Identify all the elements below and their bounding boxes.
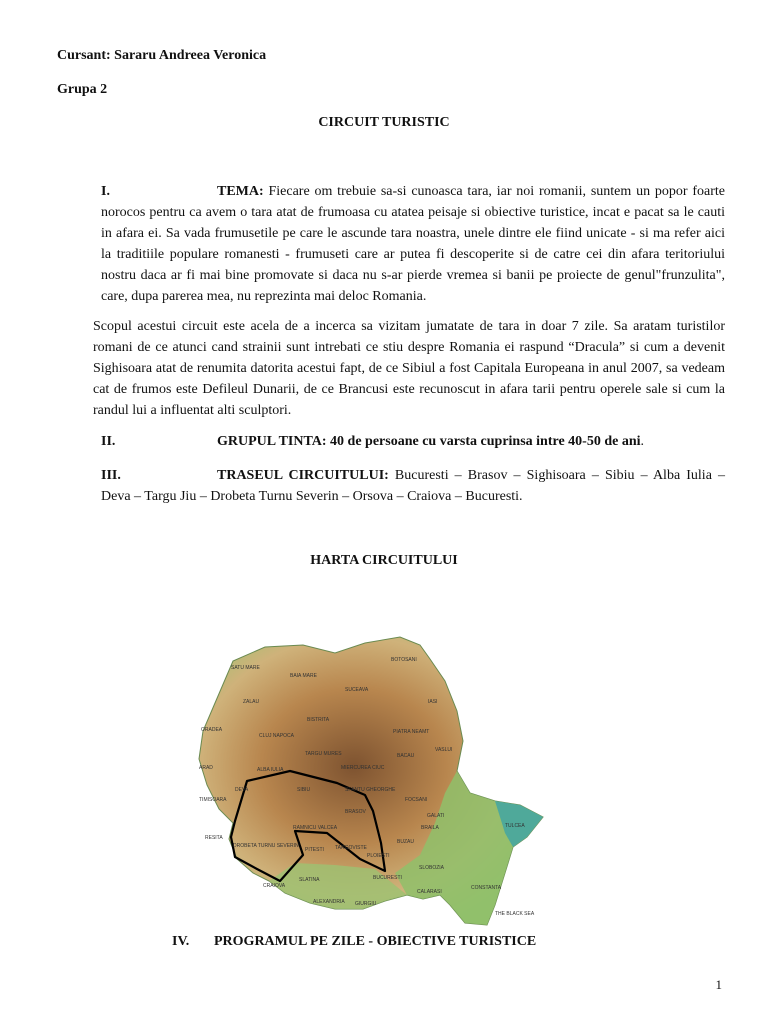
section-number: IV. [172, 934, 190, 949]
section-traseu [57, 465, 725, 507]
svg-text:SUCEAVA: SUCEAVA [345, 687, 369, 693]
map-title: HARTA CIRCUITULUI [310, 553, 458, 568]
paragraph-text: Scopul acestui circuit este acela de a incerca sa vizitam jumatate de tara in doar 7 zile. Sa aratam turistilor romani de ce atunci cand strainii sunt intrebati ce stiu despre Romania ei raspund “Dracula” si cum a devenit Sighisoara atat de renumita datorita acestui fapt, de ce Sibiul a fost Capitala Europeana in anul 2007, sa vedeam cat de frumos este Defileul Dunarii, de ce Brancusi este recunoscut in afara tarii pentru operele sale si cum la randul lui a influentat alti sculptori. [93, 319, 725, 418]
section-programul [57, 931, 725, 952]
paragraph-scop [57, 316, 725, 421]
section-label: GRUPUL TINTA: 40 de persoane cu varsta cuprinsa intre 40-50 de ani [217, 434, 641, 449]
svg-text:VASLUI: VASLUI [435, 747, 453, 753]
section-text: Fiecare om trebuie sa-si cunoasca tara, iar noi romanii, suntem un popor foarte norocos pentru ca avem o tara atat de frumoasa cu atatea peisaje si obiective turistice, incat e pacat sa le cauti in afara ei. Sa vada frumusetile pe care le ascunde tara noastra, unele dintre ele fiind unicate - si ma refer aici la traditiile populare romanesti - frumuseti care ar putea fi descoperite si de catre cei din afara teritoriului nostru daca ar fi mai bine promovate si daca nu s-ar pierde vremea si banii pe proiecte de genul"frunzulita", care, dupa parerea mea, nu reprezinta mai deloc Romania. [101, 184, 726, 304]
svg-text:CALARASI: CALARASI [417, 889, 442, 895]
svg-text:CONSTANTA: CONSTANTA [471, 885, 502, 891]
section-label: TEMA: [217, 184, 264, 199]
svg-text:BUZAU: BUZAU [397, 839, 414, 845]
group-label: Grupa 2 [57, 82, 108, 97]
svg-text:BUCURESTI: BUCURESTI [373, 875, 402, 881]
svg-text:CLUJ NAPOCA: CLUJ NAPOCA [259, 733, 295, 739]
svg-text:TIMISOARA: TIMISOARA [199, 797, 227, 803]
section-number: II. [101, 434, 116, 449]
svg-text:THE BLACK SEA: THE BLACK SEA [495, 911, 535, 917]
section-number: III. [101, 468, 121, 483]
svg-text:IASI: IASI [428, 699, 438, 705]
svg-text:CRAIOVA: CRAIOVA [263, 883, 286, 889]
section-label: PROGRAMUL PE ZILE - OBIECTIVE TURISTICE [214, 934, 537, 949]
svg-text:TARGOVISTE: TARGOVISTE [335, 845, 367, 851]
svg-text:DEVA: DEVA [235, 787, 249, 793]
svg-text:BRAILA: BRAILA [421, 825, 439, 831]
svg-text:DROBETA TURNU SEVERIN: DROBETA TURNU SEVERIN [233, 843, 299, 849]
section-tema [57, 181, 725, 307]
svg-text:GALATI: GALATI [427, 813, 445, 819]
svg-text:TULCEA: TULCEA [505, 823, 525, 829]
svg-text:ZALAU: ZALAU [243, 699, 260, 705]
section-number: I. [101, 184, 110, 199]
page-number: 1 [715, 977, 722, 992]
svg-text:ALEXANDRIA: ALEXANDRIA [313, 899, 345, 905]
svg-text:BRASOV: BRASOV [345, 809, 366, 815]
svg-text:BISTRITA: BISTRITA [307, 717, 330, 723]
svg-text:PITESTI: PITESTI [305, 847, 324, 853]
section-end: . [640, 434, 645, 449]
svg-text:SLOBOZIA: SLOBOZIA [419, 865, 445, 871]
svg-text:MIERCUREA CIUC: MIERCUREA CIUC [341, 765, 385, 771]
document-title: CIRCUIT TURISTIC [318, 115, 450, 130]
section-label: TRASEUL CIRCUITULUI: [217, 468, 389, 483]
svg-text:BACAU: BACAU [397, 753, 415, 759]
svg-text:SATU MARE: SATU MARE [231, 665, 260, 671]
svg-text:GIURGIU: GIURGIU [355, 901, 377, 907]
svg-text:RESITA: RESITA [205, 835, 223, 841]
svg-text:PLOIESTI: PLOIESTI [367, 853, 390, 859]
svg-text:PIATRA NEAMT: PIATRA NEAMT [393, 729, 430, 735]
section-text: Bucuresti – Brasov – Sighisoara – Sibiu – Alba Iulia – Deva – Targu Jiu – Drobeta Turnu Severin – Orsova – Craiova – Bucuresti. [101, 468, 726, 504]
svg-text:SIBIU: SIBIU [297, 787, 311, 793]
svg-text:RAMNICU VALCEA: RAMNICU VALCEA [293, 825, 338, 831]
romania-circuit-map [195, 633, 557, 933]
svg-text:BOTOSANI: BOTOSANI [391, 657, 417, 663]
svg-text:FOCSANI: FOCSANI [405, 797, 428, 803]
svg-text:BAIA MARE: BAIA MARE [290, 673, 317, 679]
section-grup [57, 431, 725, 452]
student-name: Cursant: Sararu Andreea Veronica [57, 48, 267, 63]
svg-text:SFANTU GHEORGHE: SFANTU GHEORGHE [345, 787, 396, 793]
svg-text:SLATINA: SLATINA [299, 877, 320, 883]
svg-text:TARGU MURES: TARGU MURES [305, 751, 342, 757]
svg-text:ORADEA: ORADEA [201, 727, 223, 733]
svg-text:ALBA IULIA: ALBA IULIA [257, 767, 284, 773]
svg-text:ARAD: ARAD [199, 765, 213, 771]
